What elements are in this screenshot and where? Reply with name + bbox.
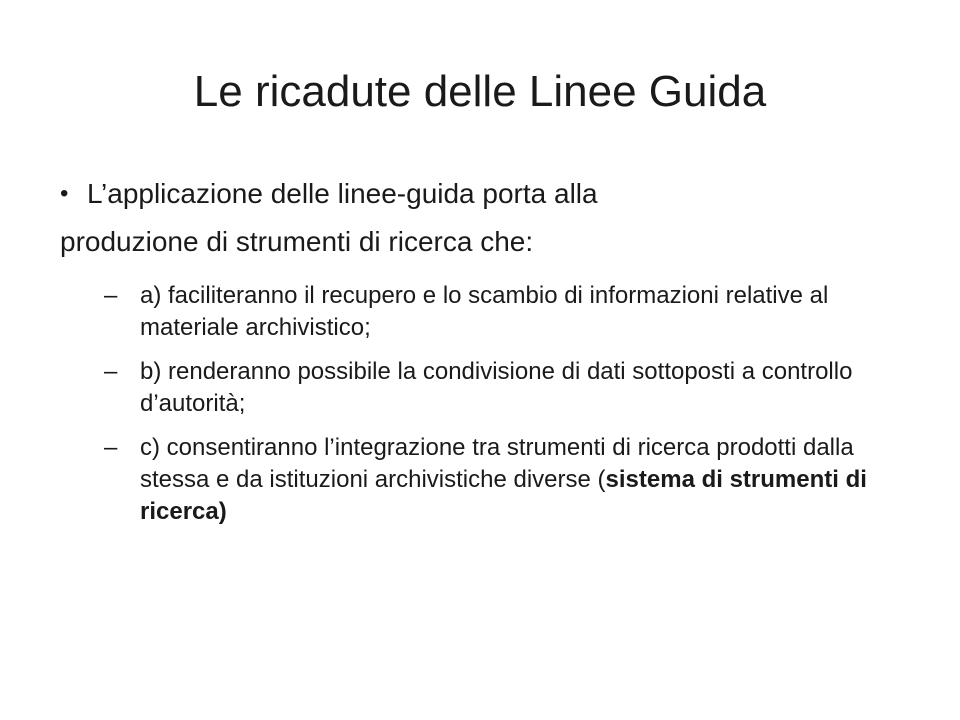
sub-bullet-a-text: a) faciliteranno il recupero e lo scambio di informazioni relative al materiale archivistico; — [140, 282, 829, 341]
main-bullet-line-2: produzione di strumenti di ricerca che: — [60, 226, 534, 257]
sub-bullet-c-bold-text: sistema di strumenti di ricerca) — [140, 466, 867, 525]
main-bullet — [60, 170, 910, 266]
bullet-marker: • — [60, 180, 69, 207]
dash-marker: – — [104, 282, 118, 309]
slide-body — [60, 170, 910, 540]
dash-marker: – — [104, 434, 118, 461]
main-bullet-line-1: L’applicazione delle linee-guida porta alla — [87, 178, 598, 209]
sub-bullet-list — [60, 280, 910, 528]
sub-bullet-c — [60, 432, 910, 528]
dash-marker: – — [104, 358, 118, 385]
slide-title: Le ricadute delle Linee Guida — [193, 67, 767, 116]
sub-bullet-b — [60, 356, 910, 420]
sub-bullet-a — [60, 280, 910, 344]
sub-bullet-b-text: b) renderanno possibile la condivisione di dati sottoposti a controllo d’autorità; — [140, 358, 853, 417]
sub-bullet-c-text: c) consentiranno l’integrazione tra strumenti di ricerca prodotti dalla stessa e da istituzioni archivistiche diverse ( — [140, 434, 854, 493]
